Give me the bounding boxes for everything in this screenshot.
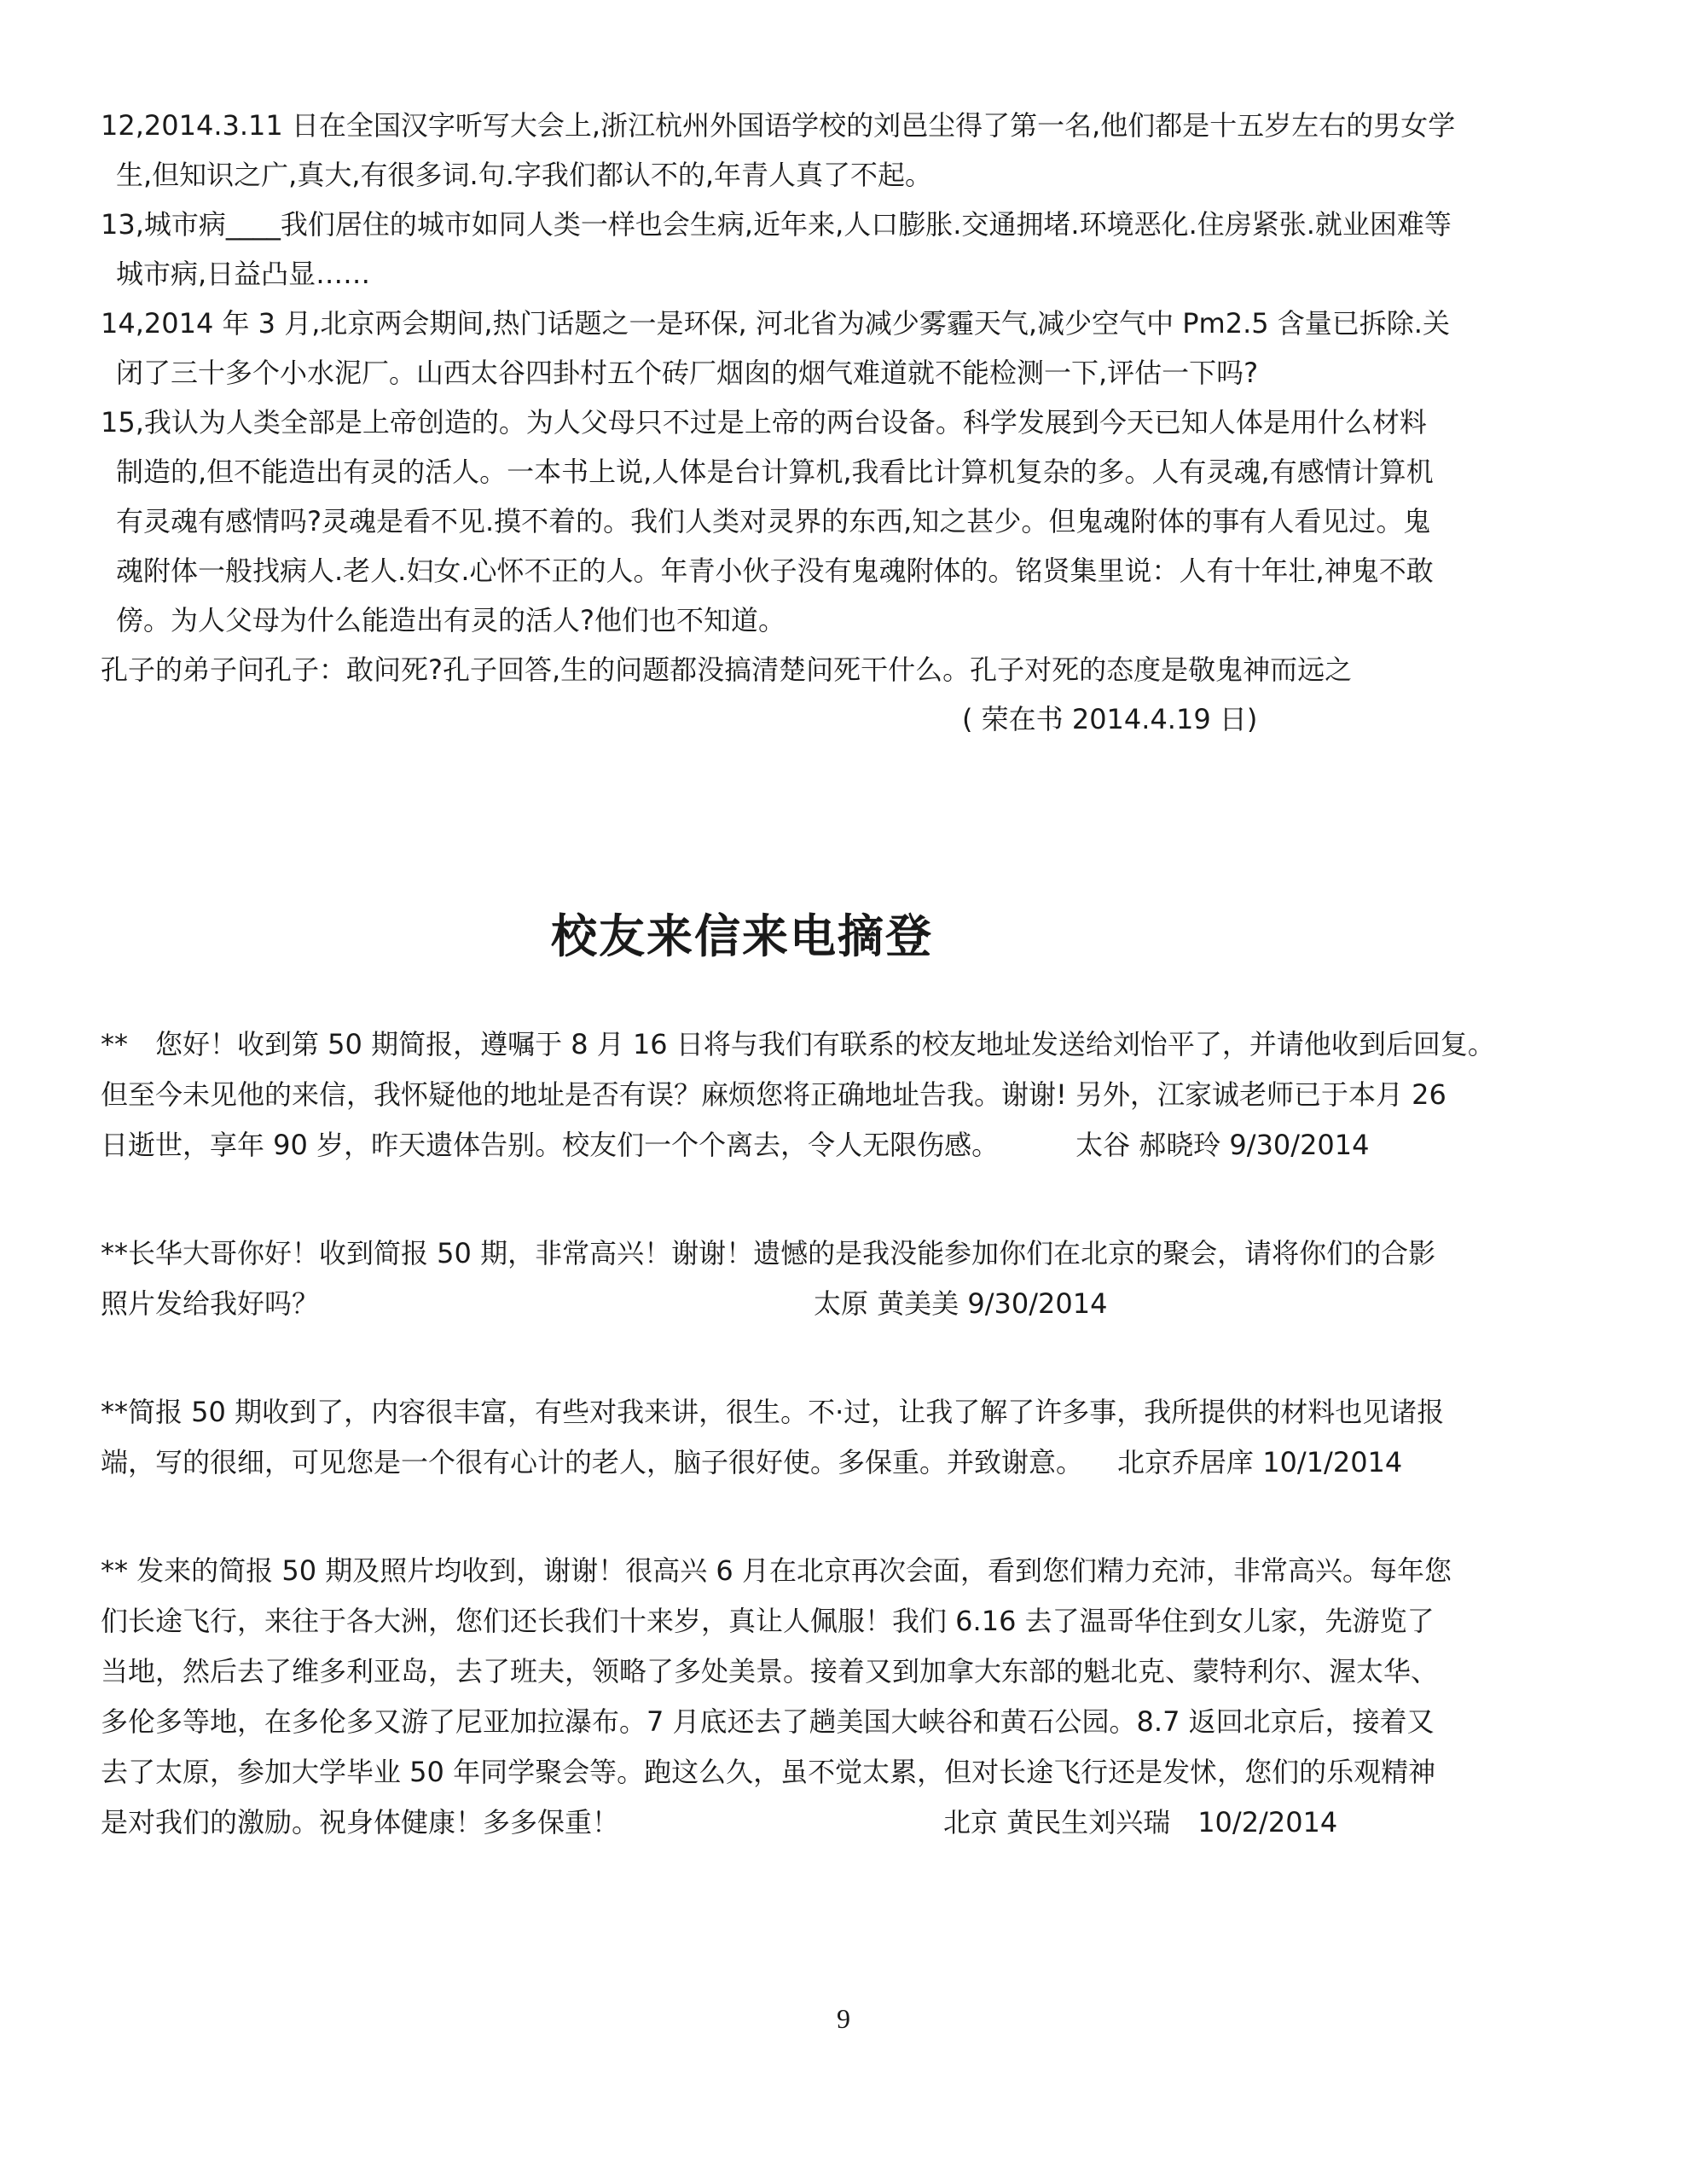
letter-3-line-2-text: 端，写的很细，可见您是一个很有心计的老人，脑子很好使。多保重。并致谢意。: [101, 1446, 1084, 1478]
note-15-line-2: 制造的,但不能造出有灵的活人。一本书上说,人体是台计算机,我看比计算机复杂的多。人有灵魂,有感情计算机: [116, 456, 1434, 488]
note-12-line-1: 12,2014.3.11 日在全国汉字听写大会上,浙江杭州外国语学校的刘邑尘得了第一名,他们都是十五岁左右的男女学: [101, 109, 1456, 142]
note-15-line-5: 傍。为人父母为什么能造出有灵的活人?他们也不知道。: [116, 604, 786, 636]
alumni-letters: [101, 1019, 1619, 1848]
numbered-notes: [101, 101, 1602, 744]
letter-2-line-2-text: 照片发给我好吗？: [101, 1287, 320, 1320]
note-14: [101, 299, 1602, 398]
letter-2: [101, 1228, 1619, 1329]
letter-3-signature: 北京乔居庠 10/1/2014: [1117, 1446, 1403, 1478]
letter-4-line-4: 多伦多等地，在多伦多又游了尼亚加拉瀑布。7 月底还去了趟美国大峡谷和黄石公园。8.7 返回北京后，接着又: [101, 1705, 1435, 1738]
confucius-paragraph: 孔子的弟子问孔子：敢问死?孔子回答,生的问题都没搞清楚问死干什么。孔子对死的态度是敬鬼神而远之: [101, 653, 1353, 686]
author-signature: ( 荣在书 2014.4.19 日): [962, 703, 1258, 735]
note-15-line-1: 15,我认为人类全部是上帝创造的。为人父母只不过是上帝的两台设备。科学发展到今天已知人体是用什么材料: [101, 406, 1427, 439]
letter-1-line-3: [101, 1120, 1619, 1170]
note-14-line-2: 闭了三十多个小水泥厂。山西太谷四卦村五个砖厂烟囱的烟气难道就不能检测一下,评估一下吗?: [116, 357, 1259, 389]
note-13: [101, 200, 1602, 299]
letter-3-line-2: [101, 1438, 1619, 1488]
letter-1-signature: 太谷 郝晓玲 9/30/2014: [1075, 1129, 1370, 1161]
letter-4: [101, 1546, 1619, 1848]
letter-1-line-3-text: 日逝世，享年 90 岁，昨天遗体告别。校友们一个个离去，令人无限伤感。: [101, 1129, 1000, 1161]
letter-1-line-1: ** 您好！收到第 50 期简报，遵嘱于 8 月 16 日将与我们有联系的校友地址发送给刘怡平了，并请他收到后回复。: [101, 1028, 1495, 1060]
note-15-line-3: 有灵魂有感情吗?灵魂是看不见.摸不着的。我们人类对灵界的东西,知之甚少。但鬼魂附体的事有人看见过。鬼: [116, 505, 1431, 537]
letter-1: [101, 1019, 1619, 1170]
letter-2-line-1: **长华大哥你好！收到简报 50 期，非常高兴！谢谢！遗憾的是我没能参加你们在北京的聚会，请将你们的合影: [101, 1237, 1436, 1269]
note-12-line-2: 生,但知识之广,真大,有很多词.句.字我们都认不的,年青人真了不起。: [116, 159, 933, 191]
note-14-line-1: 14,2014 年 3 月,北京两会期间,热门话题之一是环保, 河北省为减少雾霾天气,减少空气中 Pm2.5 含量已拆除.关: [101, 307, 1450, 340]
letter-2-line-2: [101, 1279, 1619, 1329]
letter-4-line-6-text: 是对我们的激励。祝身体健康！多多保重！: [101, 1806, 620, 1838]
letter-4-signature: 北京 黄民生刘兴瑞 10/2/2014: [943, 1806, 1338, 1838]
letter-2-signature: 太原 黄美美 9/30/2014: [814, 1287, 1108, 1320]
letter-4-line-5: 去了太原，参加大学毕业 50 年同学聚会等。跑这么久，虽不觉太累，但对长途飞行还是发怵，您们的乐观精神: [101, 1756, 1436, 1788]
letter-4-line-2: 们长途飞行，来往于各大洲，您们还长我们十来岁，真让人佩服！我们 6.16 去了温哥华住到女儿家，先游览了: [101, 1605, 1435, 1637]
note-12: [101, 101, 1602, 200]
section-title: 校友来信来电摘登: [551, 909, 933, 963]
letter-4-line-6: [101, 1798, 1619, 1848]
letter-1-line-2: 但至今未见他的来信，我怀疑他的地址是否有误？麻烦您将正确地址告我。谢谢! 另外，江家诚老师已于本月 26: [101, 1078, 1446, 1111]
letter-3-line-1: **简报 50 期收到了，内容很丰富，有些对我来讲，很生。不·过，让我了解了许多事，我所提供的材料也见诸报: [101, 1396, 1445, 1428]
letter-3: [101, 1387, 1619, 1488]
letter-4-line-1: ** 发来的简报 50 期及照片均收到，谢谢！很高兴 6 月在北京再次会面，看到您们精力充沛，非常高兴。每年您: [101, 1554, 1452, 1587]
note-15-line-4: 魂附体一般找病人.老人.妇女.心怀不正的人。年青小伙子没有鬼魂附体的。铭贤集里说：人有十年壮,神鬼不敢: [116, 555, 1434, 587]
letter-4-line-3: 当地，然后去了维多利亚岛，去了班夫，领略了多处美景。接着又到加拿大东部的魁北克、蒙特利尔、渥太华、: [101, 1655, 1439, 1687]
page-number: 9: [837, 2003, 850, 2034]
note-13-line-1: 13,城市病____我们居住的城市如同人类一样也会生病,近年来,人口膨胀.交通拥堵.环境恶化.住房紧张.就业困难等: [101, 208, 1452, 241]
note-15: [101, 398, 1602, 645]
note-13-line-2: 城市病,日益凸显……: [116, 258, 371, 290]
